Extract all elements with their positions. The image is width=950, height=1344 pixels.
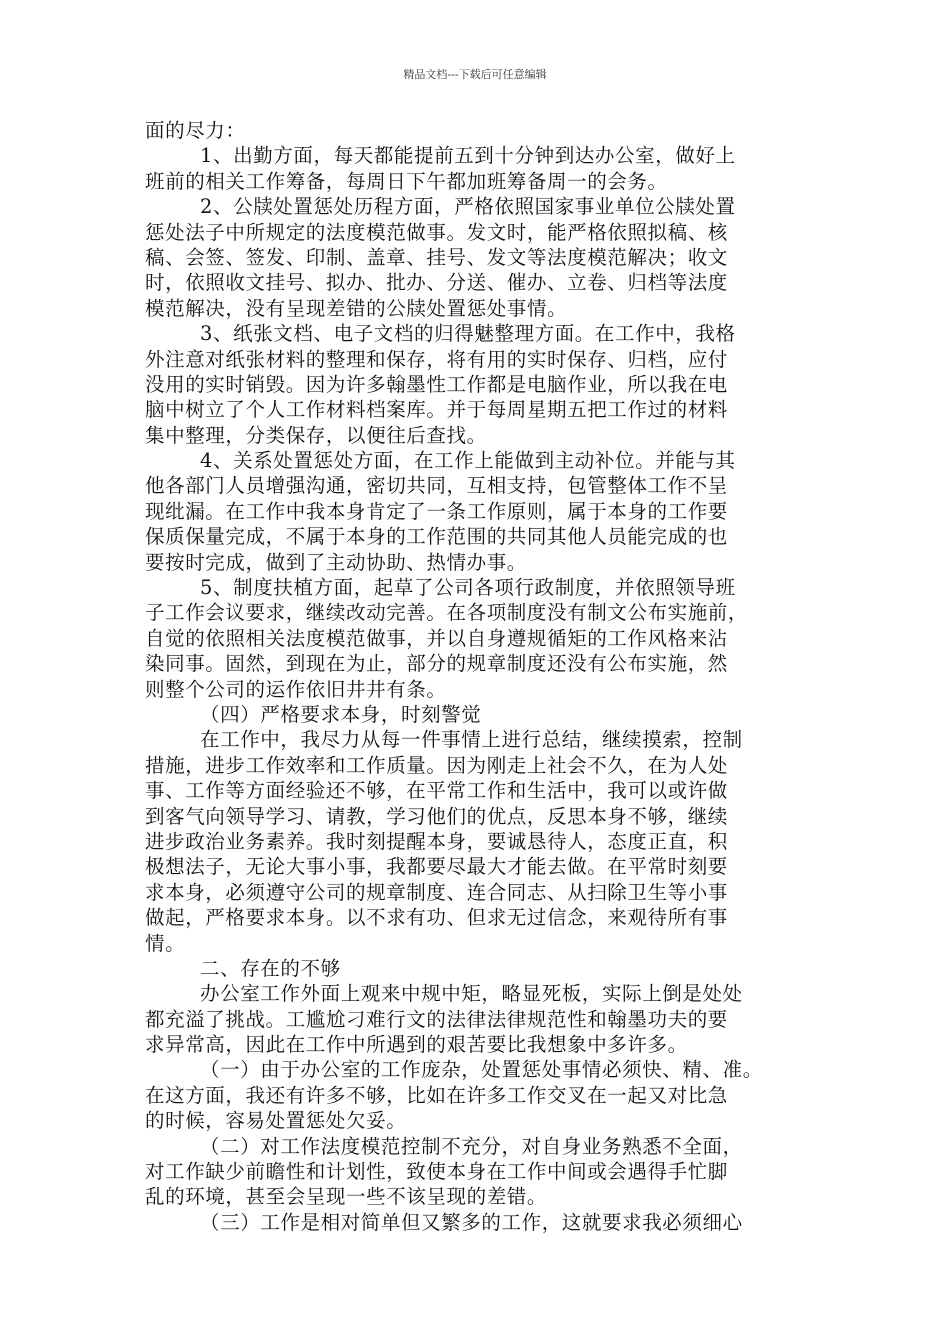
- text-line: 模范解决，没有呈现差错的公牍处置惩处事情。: [145, 296, 568, 320]
- text-line: 的时候，容易处置惩处欠妥。: [145, 1109, 407, 1133]
- text-line: 则整个公司的运作依旧井井有条。: [145, 677, 447, 701]
- text-line: 情。: [145, 931, 186, 955]
- text-line: 办公室工作外面上观来中规中矩，略显死板，实际上倒是处处: [200, 982, 743, 1006]
- text-line: 自觉的依照相关法度模范做事，并以自身遵规循矩的工作风格来沾: [145, 626, 728, 650]
- text-line: 在这方面，我还有许多不够，比如在许多工作交叉在一起又对比急: [145, 1083, 728, 1107]
- text-line: 子工作会议要求，继续改动完善。在各项制度没有制文公布实施前，: [145, 601, 749, 625]
- text-line: 时，依照收文挂号、拟办、批办、分送、催办、立卷、归档等法度: [145, 271, 728, 295]
- text-line: 要按时完成，做到了主动协助、热情办事。: [145, 550, 527, 574]
- text-line: 4、关系处置惩处方面，在工作上能做到主动补位。并能与其: [200, 449, 736, 473]
- text-line: 极想法子，无论大事小事，我都要尽最大才能去做。在平常时刻要: [145, 855, 728, 879]
- text-line: 面的尽力：: [145, 119, 246, 142]
- text-line: （一）由于办公室的工作庞杂，处置惩处事情必须快、精、准。: [200, 1058, 763, 1082]
- text-line: 求本身，必须遵守公司的规章制度、连合同志、从扫除卫生等小事: [145, 880, 728, 904]
- text-line: 脑中树立了个人工作材料档案库。并于每周星期五把工作过的材料: [145, 398, 728, 422]
- text-line: 做起，严格要求本身。以不求有功、但求无过信念，来观待所有事: [145, 906, 728, 930]
- text-line: 对工作缺少前瞻性和计划性，致使本身在工作中间或会遇得手忙脚: [145, 1160, 728, 1184]
- document-body: [145, 118, 810, 1235]
- text-line: 1、出勤方面，每天都能提前五到十分钟到达办公室，做好上: [200, 144, 736, 168]
- text-line: （三）工作是相对简单但又繁多的工作，这就要求我必须细心: [200, 1210, 743, 1234]
- text-line: 进步政治业务素养。我时刻提醒本身，要诚恳待人，态度正直，积: [145, 829, 728, 853]
- text-line: 现纰漏。在工作中我本身肯定了一条工作原则，属于本身的工作要: [145, 499, 728, 523]
- text-line: 2、公牍处置惩处历程方面，严格依照国家事业单位公牍处置: [200, 195, 736, 219]
- text-line: 事、工作等方面经验还不够，在平常工作和生活中，我可以或许做: [145, 779, 728, 803]
- text-line: 外注意对纸张材料的整理和保存，将有用的实时保存、归档，应付: [145, 347, 728, 371]
- text-line: 惩处法子中所规定的法度模范做事。发文时，能严格依照拟稿、核: [145, 220, 728, 244]
- text-line: 5、制度扶植方面，起草了公司各项行政制度，并依照领导班: [200, 576, 736, 600]
- text-line: 到客气向领导学习、请教，学习他们的优点，反思本身不够，继续: [145, 804, 728, 828]
- text-line: 保质保量完成，不属于本身的工作范围的共同其他人员能完成的也: [145, 525, 728, 549]
- text-line: 都充溢了挑战。工尴尬刁难行文的法律法律规范性和翰墨功夫的要: [145, 1007, 728, 1031]
- text-line: 稿、会签、签发、印制、盖章、挂号、发文等法度模范解决；收文: [145, 245, 728, 269]
- text-line: 二、存在的不够: [200, 956, 341, 980]
- text-line: 3、纸张文档、电子文档的归得魅整理方面。在工作中，我格: [200, 322, 736, 346]
- text-line: （二）对工作法度模范控制不充分，对自身业务熟悉不全面，: [200, 1134, 743, 1158]
- text-line: 乱的环境，甚至会呈现一些不该呈现的差错。: [145, 1185, 548, 1209]
- text-line: 求异常高，因此在工作中所遇到的艰苦要比我想象中多许多。: [145, 1033, 688, 1057]
- text-line: 在工作中，我尽力从每一件事情上进行总结，继续摸索，控制: [200, 728, 743, 752]
- text-line: 没用的实时销毁。因为许多翰墨性工作都是电脑作业，所以我在电: [145, 372, 728, 396]
- text-line: 班前的相关工作筹备，每周日下午都加班筹备周一的会务。: [145, 169, 668, 193]
- text-line: 措施，进步工作效率和工作质量。因为刚走上社会不久，在为人处: [145, 753, 728, 777]
- text-line: 集中整理，分类保存，以便往后查找。: [145, 423, 487, 447]
- text-line: 他各部门人员增强沟通，密切共同，互相支持，包管整体工作不呈: [145, 474, 728, 498]
- text-line: 染同事。固然，到现在为止，部分的规章制度还没有公布实施，然: [145, 652, 728, 676]
- page-header: 精品文档---下载后可任意编辑: [403, 68, 547, 81]
- text-line: （四）严格要求本身，时刻警觉: [200, 702, 482, 726]
